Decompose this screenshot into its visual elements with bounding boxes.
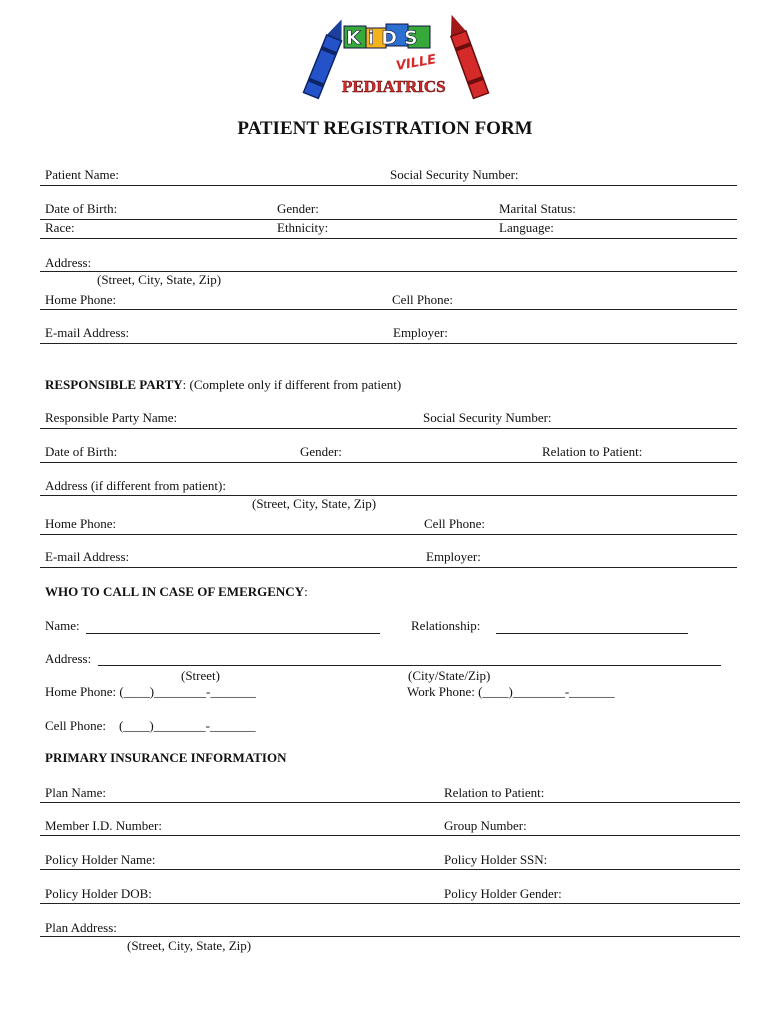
emergency-relationship-line[interactable] <box>496 633 688 634</box>
emergency-work-phone[interactable]: Work Phone: (____)________-_______ <box>407 684 615 699</box>
responsible-name-label: Responsible Party Name: <box>45 410 178 425</box>
patient-marital-label: Marital Status: <box>499 201 576 216</box>
patient-email-line[interactable] <box>40 343 737 344</box>
insurance-address-hint: (Street, City, State, Zip) <box>127 938 252 953</box>
responsible-address-line[interactable] <box>40 495 737 496</box>
patient-name-line[interactable] <box>40 185 737 186</box>
emergency-name-label: Name: <box>45 618 80 633</box>
emergency-home-phone[interactable]: Home Phone: (____)________-_______ <box>45 684 256 699</box>
insurance-holder-dob-label: Policy Holder DOB: <box>45 886 152 901</box>
responsible-dob-line[interactable] <box>40 462 737 463</box>
responsible-heading-title: RESPONSIBLE PARTY <box>45 377 183 392</box>
patient-race-label: Race: <box>45 220 75 235</box>
insurance-holder-ssn-label: Policy Holder SSN: <box>444 852 548 867</box>
patient-email-label: E-mail Address: <box>45 325 130 340</box>
responsible-home-phone-label: Home Phone: <box>45 516 117 531</box>
insurance-holder-gender-label: Policy Holder Gender: <box>444 886 562 901</box>
insurance-member-id-label: Member I.D. Number: <box>45 818 162 833</box>
emergency-address-label: Address: <box>45 651 92 666</box>
responsible-email-line[interactable] <box>40 567 737 568</box>
patient-ssn-label: Social Security Number: <box>390 167 519 182</box>
responsible-gender-label: Gender: <box>300 444 342 459</box>
patient-race-line[interactable] <box>40 238 737 239</box>
patient-language-label: Language: <box>499 220 554 235</box>
responsible-address-hint: (Street, City, State, Zip) <box>252 496 377 511</box>
insurance-plan-name-label: Plan Name: <box>45 785 107 800</box>
emergency-cell-phone[interactable]: Cell Phone: (____)________-_______ <box>45 718 256 733</box>
emergency-relationship-label: Relationship: <box>411 618 481 633</box>
emergency-heading <box>45 584 308 600</box>
insurance-address-line[interactable] <box>40 936 740 937</box>
insurance-group-number-label: Group Number: <box>444 818 527 833</box>
patient-address-label: Address: <box>45 255 92 270</box>
emergency-heading-colon: : <box>304 584 308 599</box>
patient-phone-line[interactable] <box>40 309 737 310</box>
insurance-dob-line[interactable] <box>40 903 740 904</box>
emergency-heading-title: WHO TO CALL IN CASE OF EMERGENCY <box>45 584 305 599</box>
patient-gender-label: Gender: <box>277 201 319 216</box>
responsible-name-line[interactable] <box>40 428 737 429</box>
insurance-member-line[interactable] <box>40 835 740 836</box>
red-crayon-icon <box>444 12 488 98</box>
patient-name-label: Patient Name: <box>45 167 120 182</box>
insurance-plan-address-label: Plan Address: <box>45 920 117 935</box>
responsible-ssn-label: Social Security Number: <box>423 410 552 425</box>
emergency-street-hint: (Street) <box>181 668 220 683</box>
responsible-phone-line[interactable] <box>40 534 737 535</box>
emergency-city-hint: (City/State/Zip) <box>408 668 491 683</box>
patient-ethnicity-label: Ethnicity: <box>277 220 329 235</box>
responsible-employer-label: Employer: <box>426 549 481 564</box>
patient-home-phone-label: Home Phone: <box>45 292 117 307</box>
insurance-heading: PRIMARY INSURANCE INFORMATION <box>45 750 287 765</box>
responsible-dob-label: Date of Birth: <box>45 444 118 459</box>
insurance-plan-line[interactable] <box>40 802 740 803</box>
responsible-relation-label: Relation to Patient: <box>542 444 643 459</box>
insurance-holder-name-label: Policy Holder Name: <box>45 852 156 867</box>
responsible-heading <box>45 377 401 393</box>
responsible-address-label: Address (if different from patient): <box>45 478 226 493</box>
emergency-name-line[interactable] <box>86 633 380 634</box>
patient-cell-phone-label: Cell Phone: <box>392 292 454 307</box>
responsible-heading-note: : (Complete only if different from patient) <box>182 377 402 392</box>
patient-address-hint: (Street, City, State, Zip) <box>97 272 222 287</box>
logo-pediatrics: PEDIATRICS <box>342 77 446 96</box>
kidsville-pediatrics-logo <box>300 8 495 108</box>
patient-dob-line[interactable] <box>40 219 737 220</box>
insurance-holder-line[interactable] <box>40 869 740 870</box>
patient-dob-label: Date of Birth: <box>45 201 118 216</box>
insurance-relation-label: Relation to Patient: <box>444 785 545 800</box>
form-title: PATIENT REGISTRATION FORM <box>237 118 533 139</box>
responsible-cell-phone-label: Cell Phone: <box>424 516 486 531</box>
logo-ville: VILLE <box>394 52 438 75</box>
patient-employer-label: Employer: <box>393 325 448 340</box>
responsible-email-label: E-mail Address: <box>45 549 130 564</box>
logo-kids: KiDS <box>346 27 425 49</box>
emergency-address-line[interactable] <box>98 665 721 666</box>
